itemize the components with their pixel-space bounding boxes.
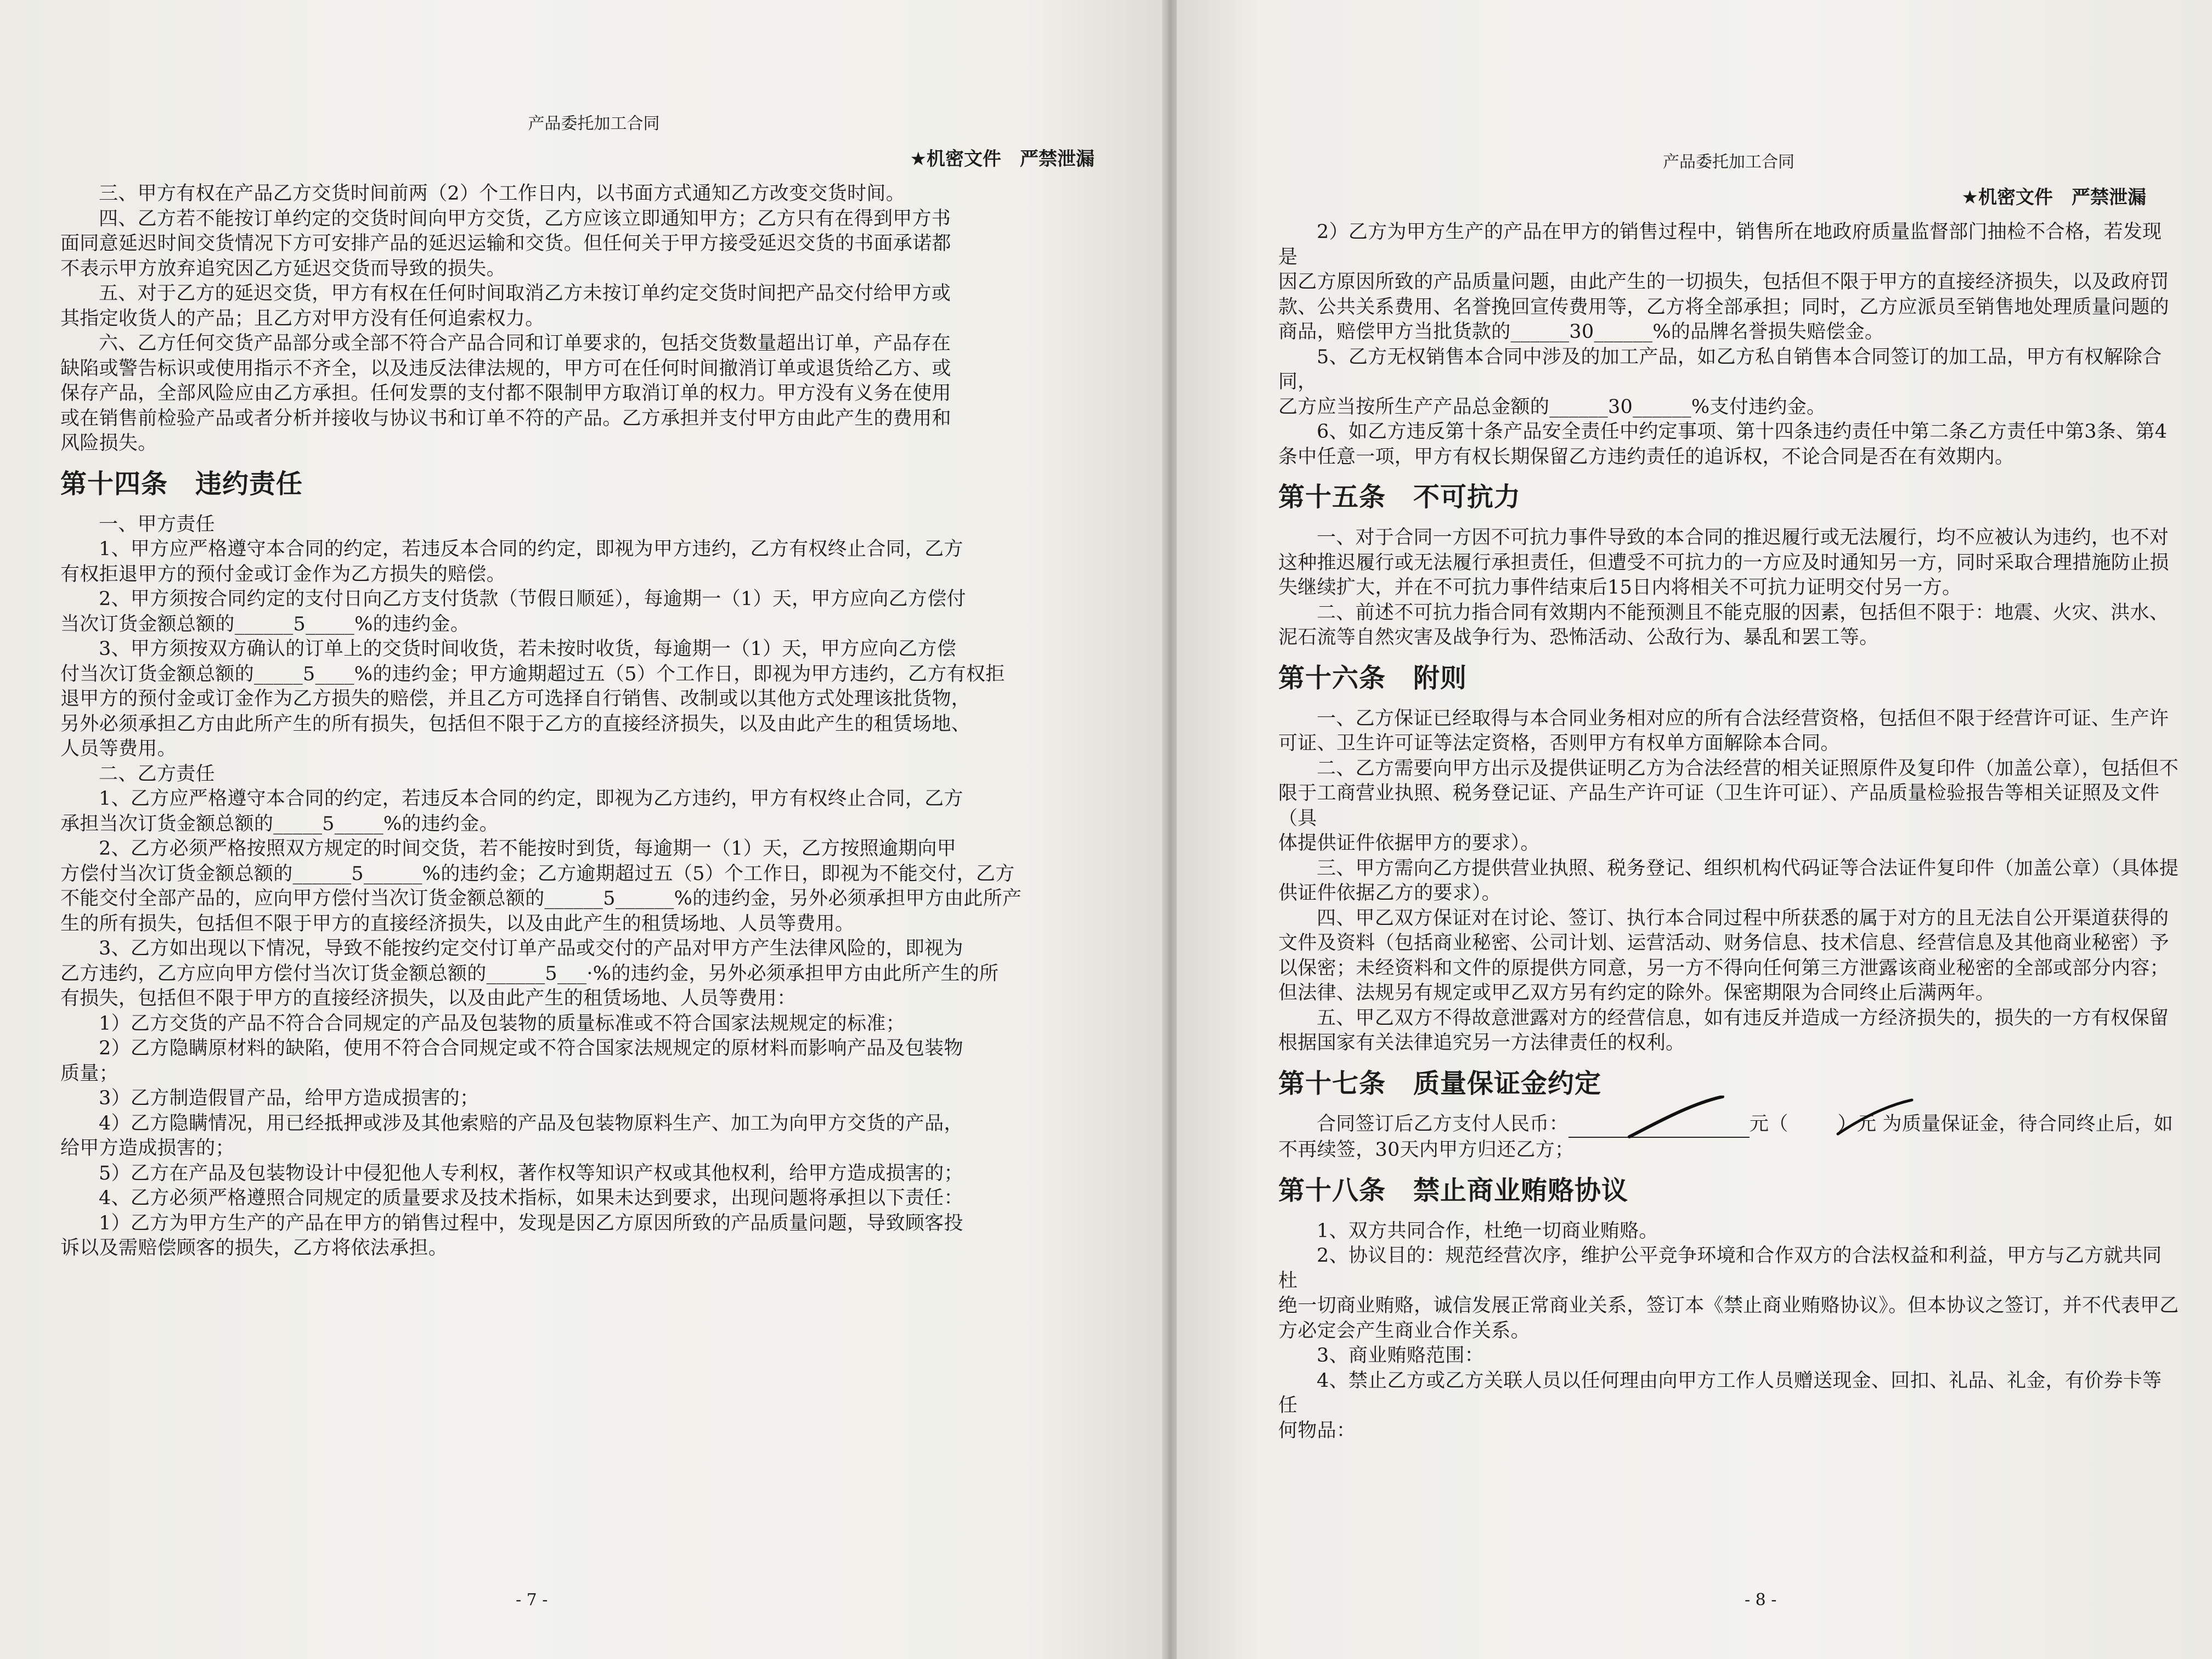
article-title: 违约责任 [195,468,303,499]
contract-text-line: 4）乙方隐瞒情况，用已经抵押或涉及其他索赔的产品及包装物原料生产、加工为向甲方交货的产品， [99,1112,963,1135]
contract-text-line: 文件及资料（包括商业秘密、公司计划、运营活动、财务信息、技术信息、经营信息及其他商业秘密）予 [1278,932,2169,954]
contract-text-line: 当次订货金额总额的______5_____%的违约金。 [60,613,470,635]
contract-text-line: 缺陷或警告标识或使用指示不齐全，以及违反法律法规的，甲方可在任何时间撤消订单或退货给乙方、或 [60,357,951,380]
confidential-mark: ★机密文件 严禁泄漏 [910,148,1094,170]
article-heading [1278,1174,2179,1207]
contract-text-line: 面同意延迟时间交货情况下方可安排产品的延迟运输和交货。但任何关于甲方接受延迟交货的书面承诺都 [60,233,951,255]
contract-text-line: 商品，赔偿甲方当批货款的______30______%的品牌名誉损失赔偿金。 [1278,321,1884,343]
article-number: 第十七条 [1278,1068,1386,1099]
contract-text-line: 二、前述不可抗力指合同有效期内不能预测且不能克服的因素，包括但不限于：地震、火灾、洪水、 [1317,601,2169,624]
contract-text-line: 2）乙方为甲方生产的产品在甲方的销售过程中，销售所在地政府质量监督部门抽检不合格，若发现是 [1278,221,2162,268]
contract-text-line: 1）乙方交货的产品不符合合同规定的产品及包装物的质量标准或不符合国家法规规定的标准； [99,1012,905,1035]
contract-text-line: 三、甲方有权在产品乙方交货时间前两（2）个工作日内，以书面方式通知乙方改变交货时间。 [99,183,905,205]
deposit-tail-text: ）元 为质量保证金，待合同终止后，如 [1837,1113,2174,1135]
contract-text-line: 承担当次订货金额总额的_____5_____%的违约金。 [60,812,499,835]
contract-text-line: 给甲方造成损害的； [60,1137,235,1159]
article-number: 第十六条 [1278,662,1386,693]
article-number: 第十五条 [1278,482,1386,512]
contract-text-line: 保存产品，全部风险应由乙方承担。任何发票的支付都不限制甲方取消订单的权力。甲方没有义务在使用 [60,382,951,404]
confidential-mark: ★机密文件 严禁泄漏 [1961,187,2146,208]
contract-text-line: 二、乙方责任 [99,763,215,785]
contract-text-line: 体提供证件依据甲方的要求）。 [1278,832,1540,854]
contract-text-line: 绝一切商业贿赂，诚信发展正常商业关系，签订本《禁止商业贿赂协议》。但本协议之签订，并不代表甲乙 [1278,1295,2179,1317]
article-title: 质量保证金约定 [1413,1068,1602,1099]
contract-text-line: 四、乙方若不能按订单约定的交货时间向甲方交货，乙方应该立即通知甲方；乙方只有在得到甲方书 [99,207,951,230]
contract-text-line: 付当次订货金额总额的_____5____%的违约金；甲方逾期超过五（5）个工作日，即视为甲方违约，乙方有权拒 [60,663,1005,685]
contract-text-line: 4、乙方必须严格遵照合同规定的质量要求及技术指标，如果未达到要求，出现问题将承担以下责任： [99,1187,963,1209]
contract-text-line: 退甲方的预付金或订金作为乙方损失的赔偿，并且乙方可选择自行销售、改制或以其他方式处理该批货物， [60,688,971,710]
contract-text-line: 3、乙方如出现以下情况，导致不能按约定交付订单产品或交付的产品对甲方产生法律风险的，即视为 [99,938,963,960]
contract-text-line: 这种推迟履行或无法履行承担责任，但遭受不可抗力的一方应及时通知另一方，同时采取合理措施防止损 [1278,551,2169,574]
contract-text-line: 质量； [60,1062,119,1085]
contract-text-line: 一、对于合同一方因不可抗力事件导致的本合同的推迟履行或无法履行，均不应被认为违约，也不对 [1317,527,2169,549]
article-title: 附则 [1413,662,1468,693]
contract-text-line: 限于工商营业执照、税务登记证、产品生产许可证（卫生许可证）、产品质量检验报告等相关证照及文件（具 [1278,782,2160,830]
contract-text-line: 有权拒退甲方的预付金或订金作为乙方损失的赔偿。 [60,563,506,585]
contract-text-line: 失继续扩大，并在不可抗力事件结束后15日内将相关不可抗力证明交付另一方。 [1278,577,1962,599]
article-title: 不可抗力 [1413,482,1521,512]
article-number: 第十八条 [1278,1175,1386,1206]
article-heading [1278,1067,2179,1100]
article-heading [60,467,1127,500]
contract-page-8 [1177,0,2212,1659]
deposit-amount-line [1278,1112,2179,1138]
contract-text-line: 4、禁止乙方或乙方关联人员以任何理由向甲方工作人员赠送现金、回扣、礼品、礼金，有价券卡等任 [1278,1369,2162,1417]
contract-text-line: 不表示甲方放弃追究因乙方延迟交货而导致的损失。 [60,257,506,280]
deposit-unit-text: 元（ [1749,1113,1788,1135]
contract-text-line: 或在销售前检验产品或者分析并接收与协议书和订单不符的产品。乙方承担并支付甲方由此产生的费用和 [60,407,951,430]
contract-text-line: 二、乙方需要向甲方出示及提供证明乙方为合法经营的相关证照原件及复印件（加盖公章），包括但不 [1317,757,2179,780]
contract-text-line: 三、甲方需向乙方提供营业执照、税务登记、组织机构代码证等合法证件复印件（加盖公章）（具体提 [1317,857,2179,879]
page-number: - 8 - [1745,1590,1777,1610]
contract-text-line: 人员等费用。 [60,738,177,760]
contract-text-line: 诉以及需赔偿顾客的损失，乙方将依法承担。 [60,1237,448,1259]
page-header-title: 产品委托加工合同 [528,114,660,133]
contract-text-line: 1）乙方为甲方生产的产品在甲方的销售过程中，发现是因乙方原因所致的产品质量问题，导致顾客投 [99,1212,963,1234]
contract-text-line: 6、如乙方违反第十条产品安全责任中约定事项、第十四条违约责任中第二条乙方责任中第3条、第4 [1317,421,2168,443]
contract-text-line: 风险损失。 [60,432,157,454]
contract-text-line: 方偿付当次订货金额总额的______5______%的违约金；乙方逾期超过五（5）个工作日，即视为不能交付，乙方 [60,862,1015,885]
contract-text-line: 有损失，包括但不限于甲方的直接经济损失，以及由此产生的租赁场地、人员等费用： [60,988,797,1009]
contract-text-line: 何物品： [1278,1419,1356,1442]
contract-text-line: 1、乙方应严格遵守本合同的约定，若违反本合同的约定，即视为乙方违约，甲方有权终止合同，乙方 [99,788,963,810]
contract-text-line: 不再续签，30天内甲方归还乙方； [1278,1139,1575,1161]
contract-text-line: 四、甲乙双方保证对在讨论、签订、执行本合同过程中所获悉的属于对方的且无法自公开渠道获得的 [1317,907,2169,929]
contract-text-line: 条中任意一项，甲方有权长期保留乙方违约责任的追诉权，不论合同是否在有效期内。 [1278,445,2015,468]
contract-text-line: 六、乙方任何交货产品部分或全部不符合产品合同和订单要求的，包括交货数量超出订单，产品存在 [99,332,951,354]
contract-text-line: 一、乙方保证已经取得与本合同业务相对应的所有合法经营资格，包括但不限于经营许可证、生产许 [1317,707,2169,730]
contract-text-line: 另外必须承担乙方由此所产生的所有损失，包括但不限于乙方的直接经济损失，以及由此产生的租赁场地、 [60,713,971,735]
page-number: - 7 - [516,1590,548,1610]
contract-text-line: 2、乙方必须严格按照双方规定的时间交货，若不能按时到货，每逾期一（1）天，乙方按照逾期向甲 [99,838,957,860]
contract-text-line: 3）乙方制造假冒产品，给甲方造成损害的； [99,1087,479,1109]
article-number: 第十四条 [60,468,168,499]
contract-text-line: 款、公共关系费用、名誉挽回宣传费用等，乙方将全部承担；同时，乙方应派员至销售地处理质量问题的 [1278,296,2169,318]
contract-text-line: 3、甲方须按双方确认的订单上的交货时间收货，若未按时收货，每逾期一（1）天，甲方应向乙方偿 [99,638,957,660]
article-heading [1278,481,2179,514]
contract-text-line: 可证、卫生许可证等法定资格，否则甲方有权单方面解除本合同。 [1278,732,1840,754]
contract-text-line: 其指定收货人的产品；且乙方对甲方没有任何追索权力。 [60,307,545,330]
contract-text-line: 因乙方原因所致的产品质量问题，由此产生的一切损失，包括但不限于甲方的直接经济损失，以及政府罚 [1278,271,2169,293]
contract-text-line: 5）乙方在产品及包装物设计中侵犯他人专利权，著作权等知识产权或其他权利，给甲方造成损害的； [99,1162,963,1184]
contract-text-line: 供证件依据乙方的要求）。 [1278,882,1502,904]
contract-text-line: 泥石流等自然灾害及战争行为、恐怖活动、公敌行为、暴乱和罢工等。 [1278,627,1879,648]
contract-text-line: 乙方应当按所生产产品总金额的______30______%支付违约金。 [1278,396,1826,418]
handwritten-strike-mark [1596,1096,1980,1145]
deposit-lead-text: 合同签订后乙方支付人民币： [1317,1113,1568,1135]
page-8-body [1278,220,2179,1443]
contract-text-line: 五、对于乙方的延迟交货，甲方有权在任何时间取消乙方未按订单约定交货时间把产品交付给甲方或 [99,283,951,304]
article-title: 禁止商业贿赂协议 [1413,1175,1629,1206]
contract-text-line: 2、甲方须按合同约定的支付日向乙方支付货款（节假日顺延），每逾期一（1）天，甲方应向乙方偿付 [99,588,966,610]
contract-text-line: 1、甲方应严格遵守本合同的约定，若违反本合同的约定，即视为甲方违约，乙方有权终止合同，乙方 [99,538,963,560]
contract-text-line: 5、乙方无权销售本合同中涉及的加工产品，如乙方私自销售本合同签订的加工品，甲方有权解除合同， [1278,346,2162,393]
contract-text-line: 1、双方共同合作，杜绝一切商业贿赂。 [1317,1220,1658,1242]
contract-text-line: 根据国家有关法律追究另一方法律责任的权利。 [1278,1032,1685,1054]
contract-text-line: 3、商业贿赂范围： [1317,1345,1484,1367]
page-header-title: 产品委托加工合同 [1663,153,1795,172]
contract-text-line: 五、甲乙双方不得故意泄露对方的经营信息，如有违反并造成一方经济损失的，损失的一方有权保留 [1317,1007,2169,1029]
contract-text-line: 2）乙方隐瞒原材料的缺陷，使用不符合合同规定或不符合国家法规规定的原材料而影响产品及包装物 [99,1037,963,1059]
contract-text-line: 一、甲方责任 [99,513,215,535]
contract-text-line: 但法律、法规另有规定或甲乙双方另有约定的除外。保密期限为合同终止后满两年。 [1278,982,1995,1004]
contract-text-line: 不能交付全部产品的，应向甲方偿付当次订货金额总额的______5______%的违约金，另外必须承担甲方由此所产 [60,888,1022,910]
contract-text-line: 方必定会产生商业合作关系。 [1278,1319,1530,1342]
contract-text-line: 以保密；未经资料和文件的原提供方同意，另一方不得向任何第三方泄露该商业秘密的全部或部分内容； [1278,957,2169,979]
contract-text-line: 生的所有损失，包括但不限于甲方的直接经济损失，以及由此产生的租赁场地、人员等费用。 [60,912,855,935]
page-7-body [60,182,1127,1261]
contract-text-line: 2、协议目的：规范经营次序，维护公平竞争环境和合作双方的合法权益和利益，甲方与乙方就共同杜 [1278,1245,2162,1292]
contract-text-line: 乙方违约，乙方应向甲方偿付当次订货金额总额的______5___·%的违约金，另外必须承担甲方由此所产生的所 [60,962,999,985]
article-heading [1278,662,2179,695]
